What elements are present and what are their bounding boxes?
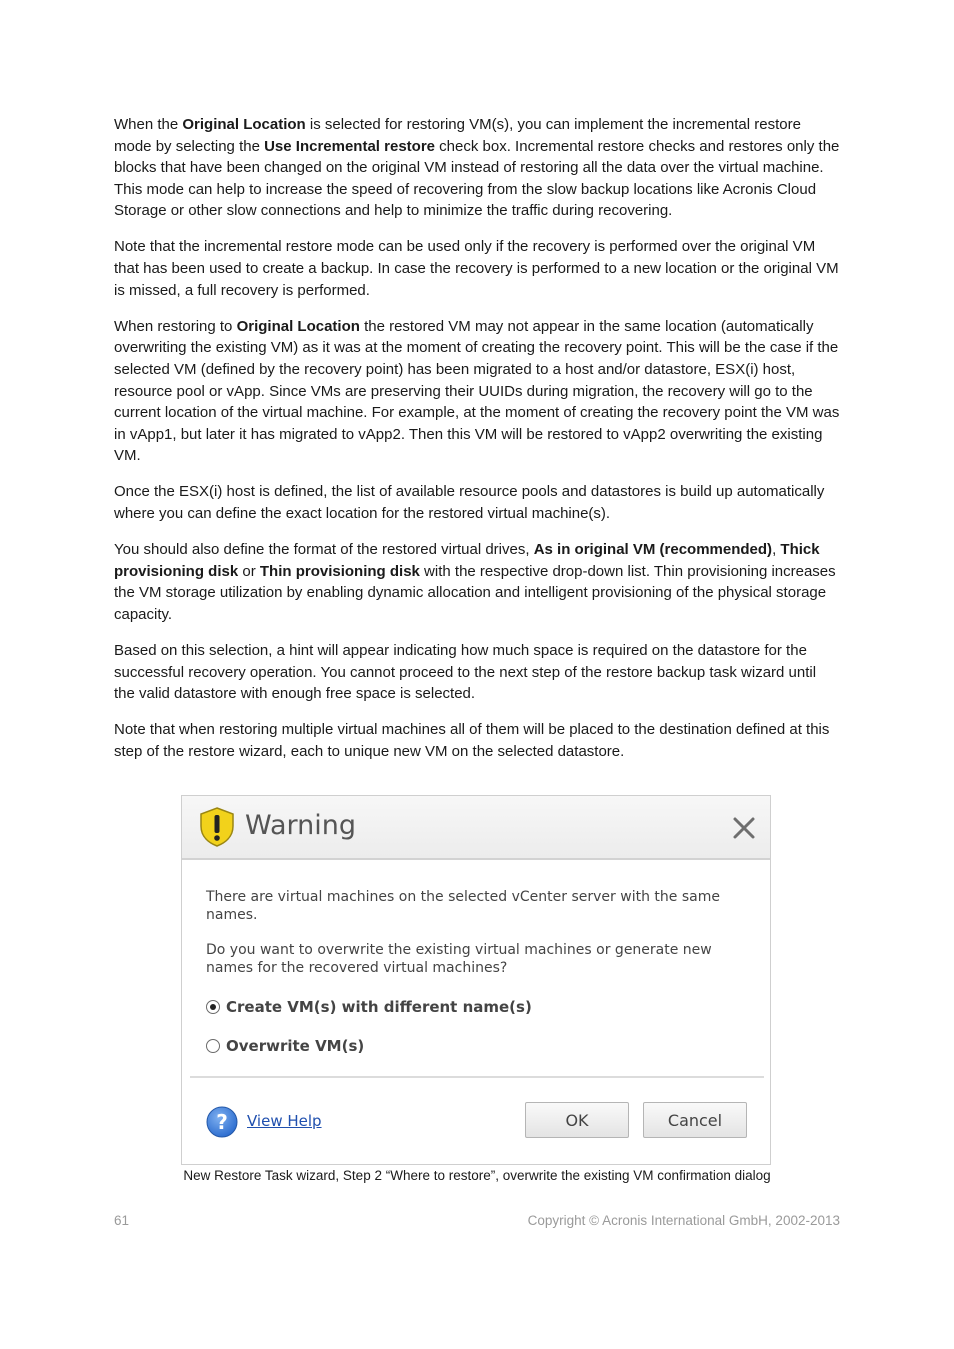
bold-term: As in original VM (recommended) — [533, 541, 773, 559]
text-run: with the respective drop-down list. Thin provisioning increases the VM storage utilization by enabling dynamic allocation and intelligent provisioning of the physical storage capacity. — [114, 562, 836, 623]
help-icon[interactable] — [206, 1106, 238, 1138]
text-run: Note that when restoring multiple virtual machines all of them will be placed to the destination defined at this step of the restore wizard, each to unique new VM on the selected datastore. — [114, 721, 830, 760]
option-overwrite-label: Overwrite VM(s) — [226, 1037, 365, 1055]
text-run: , — [772, 541, 781, 559]
option-overwrite-vm[interactable] — [206, 1035, 364, 1057]
dialog-title: Warning — [245, 810, 357, 841]
dialog-message: There are virtual machines on the selected vCenter server with the same names. — [206, 889, 720, 923]
radio-overwrite-vm[interactable] — [206, 1039, 220, 1053]
text-run: check box. Incremental restore checks and restores only the blocks that have been changed on the original VM instead of restoring all the data over the virtual machine. This mode can help to increase the speed of recovering from the slow backup locations like Acronis Cloud Storage or other slow connections and help to minimize the traffic during recovering. — [114, 137, 840, 220]
figure-caption: New Restore Task wizard, Step 2 “Where to restore”, overwrite the existing VM confirmation dialog — [183, 1168, 771, 1183]
text-run: is selected for restoring VM(s), you can implement the incremental restore mode by selecting the — [114, 116, 801, 155]
view-help-link[interactable]: View Help — [247, 1112, 322, 1130]
bold-term: Thin provisioning disk — [259, 562, 420, 580]
text-run: You should also define the format of the restored virtual drives, — [114, 541, 534, 559]
page-number: 61 — [114, 1213, 130, 1228]
paragraph — [114, 481, 840, 524]
dialog-divider — [190, 1076, 764, 1078]
body-text — [114, 114, 840, 777]
option-create-vm[interactable] — [206, 996, 532, 1018]
paragraph — [114, 236, 840, 301]
text-run: When restoring to — [114, 317, 237, 335]
dialog-header — [182, 796, 770, 860]
bold-term: Use Incremental restore — [264, 137, 436, 155]
bold-term: Original Location — [236, 317, 360, 335]
paragraph — [114, 316, 840, 467]
copyright-notice: Copyright © Acronis International GmbH, 2002-2013 — [527, 1213, 840, 1228]
ok-button[interactable]: OK — [525, 1102, 629, 1138]
warning-shield-icon — [198, 806, 236, 848]
text-run: the restored VM may not appear in the same location (automatically overwriting the existing VM) as it was at the moment of creating the recovery point. This will be the case if the selected VM (defined by the recovery point) has been migrated to a host and/or datastore, ESX(i) host, resource pool or vApp. Since VMs are preserving their UUIDs during migration, the recovery will go to the current location of the virtual machine. For example, at the moment of creating the recovery point the VM was in vApp1, but later it has migrated to vApp2. Then this VM will be restored to vApp2 overwriting the existing VM. — [114, 317, 840, 465]
paragraph — [114, 114, 840, 222]
option-create-label: Create VM(s) with different name(s) — [226, 998, 532, 1016]
text-run: Once the ESX(i) host is defined, the list of available resource pools and datastores is build up automatically where you can define the exact location for the restored virtual machine(s). — [114, 483, 825, 522]
dialog-question: Do you want to overwrite the existing virtual machines or generate new names for the recovered virtual machines? — [206, 942, 712, 976]
bold-term: Original Location — [182, 116, 306, 133]
radio-create-vm[interactable] — [206, 1000, 220, 1014]
warning-dialog — [181, 795, 771, 1165]
text-run: or — [238, 562, 260, 580]
paragraph — [114, 539, 840, 625]
bold-term: Thick provisioning disk — [114, 541, 820, 580]
cancel-button[interactable]: Cancel — [643, 1102, 747, 1138]
text-run: When the — [114, 116, 183, 133]
close-icon[interactable] — [732, 816, 756, 840]
paragraph — [114, 640, 840, 705]
text-run: Based on this selection, a hint will appear indicating how much space is required on the datastore for the successful recovery operation. You cannot proceed to the next step of the restore backup task wizard until the valid datastore with enough free space is selected. — [114, 641, 817, 703]
svg-text:?: ? — [216, 1110, 228, 1134]
paragraph — [114, 719, 840, 762]
text-run: Note that the incremental restore mode can be used only if the recovery is performed over the original VM that has been used to create a backup. In case the recovery is performed to a new location or the original VM is missed, a full recovery is performed. — [114, 238, 839, 299]
